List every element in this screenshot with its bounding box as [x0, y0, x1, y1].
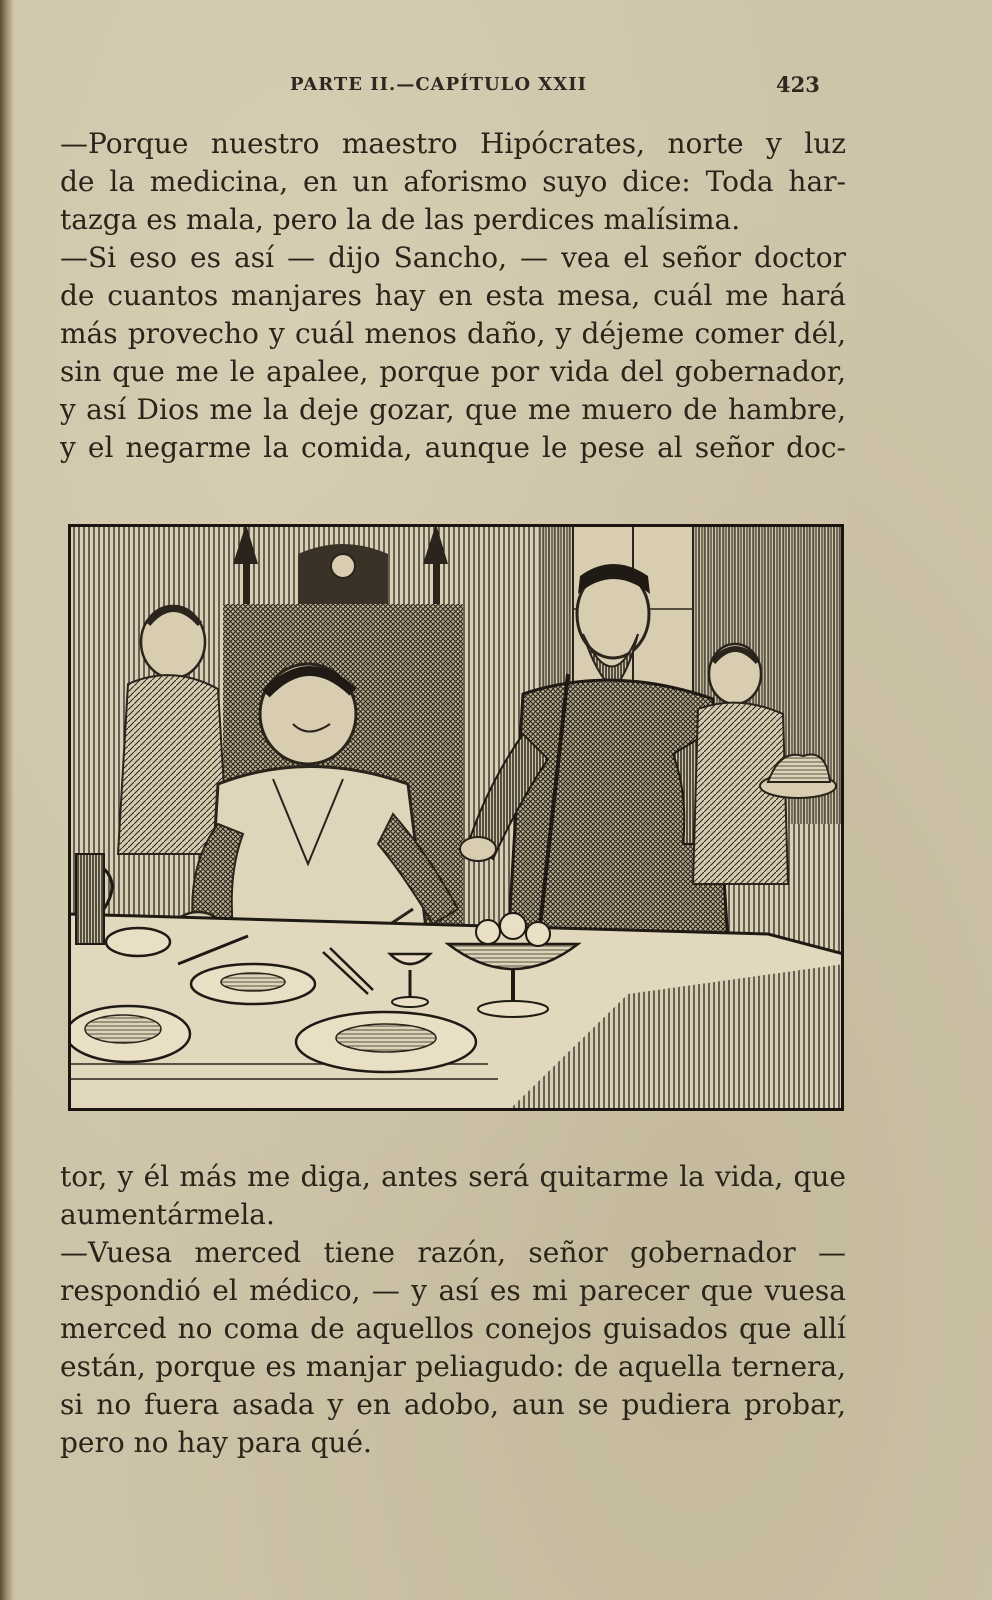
banquet-engraving: [68, 524, 844, 1111]
page-spine-shadow: [0, 0, 14, 1600]
text-line: aumentármela.: [60, 1198, 275, 1231]
text-line: y así Dios me la deje gozar, que me muero de hambre,: [60, 393, 846, 426]
text-line: están, porque es manjar peliagudo: de aquella ternera,: [60, 1350, 846, 1383]
text-line: merced no coma de aquellos conejos guisados que allí: [60, 1312, 846, 1345]
text-line: de la medicina, en un aforismo suyo dice: Toda har-: [60, 165, 846, 198]
text-line: —Porque nuestro maestro Hipócrates, norte y luz: [60, 127, 846, 160]
body-text-bottom: [60, 1158, 846, 1462]
text-line: sin que me le apalee, porque por vida del gobernador,: [60, 355, 846, 388]
text-line: si no fuera asada y en adobo, aun se pudiera probar,: [60, 1388, 846, 1421]
text-line: de cuantos manjares hay en esta mesa, cuál me hará: [60, 279, 846, 312]
text-line: respondió el médico, — y así es mi parecer que vuesa: [60, 1274, 846, 1307]
page-number: 423: [776, 72, 820, 97]
text-line: y el negarme la comida, aunque le pese al señor doc-: [60, 431, 846, 464]
text-line: más provecho y cuál menos daño, y déjeme comer dél,: [60, 317, 846, 350]
body-text-top: [60, 125, 846, 467]
text-line: —Si eso es así — dijo Sancho, — vea el señor doctor: [60, 241, 846, 274]
running-head: PARTE II.—CAPÍTULO XXII: [290, 74, 588, 95]
text-line: —Vuesa merced tiene razón, señor gobernador —: [60, 1236, 846, 1269]
engraving-image: [68, 524, 844, 1111]
text-line: tazga es mala, pero la de las perdices malísima.: [60, 203, 741, 236]
text-line: tor, y él más me diga, antes será quitarme la vida, que: [60, 1160, 846, 1193]
text-line: pero no hay para qué.: [60, 1426, 372, 1459]
